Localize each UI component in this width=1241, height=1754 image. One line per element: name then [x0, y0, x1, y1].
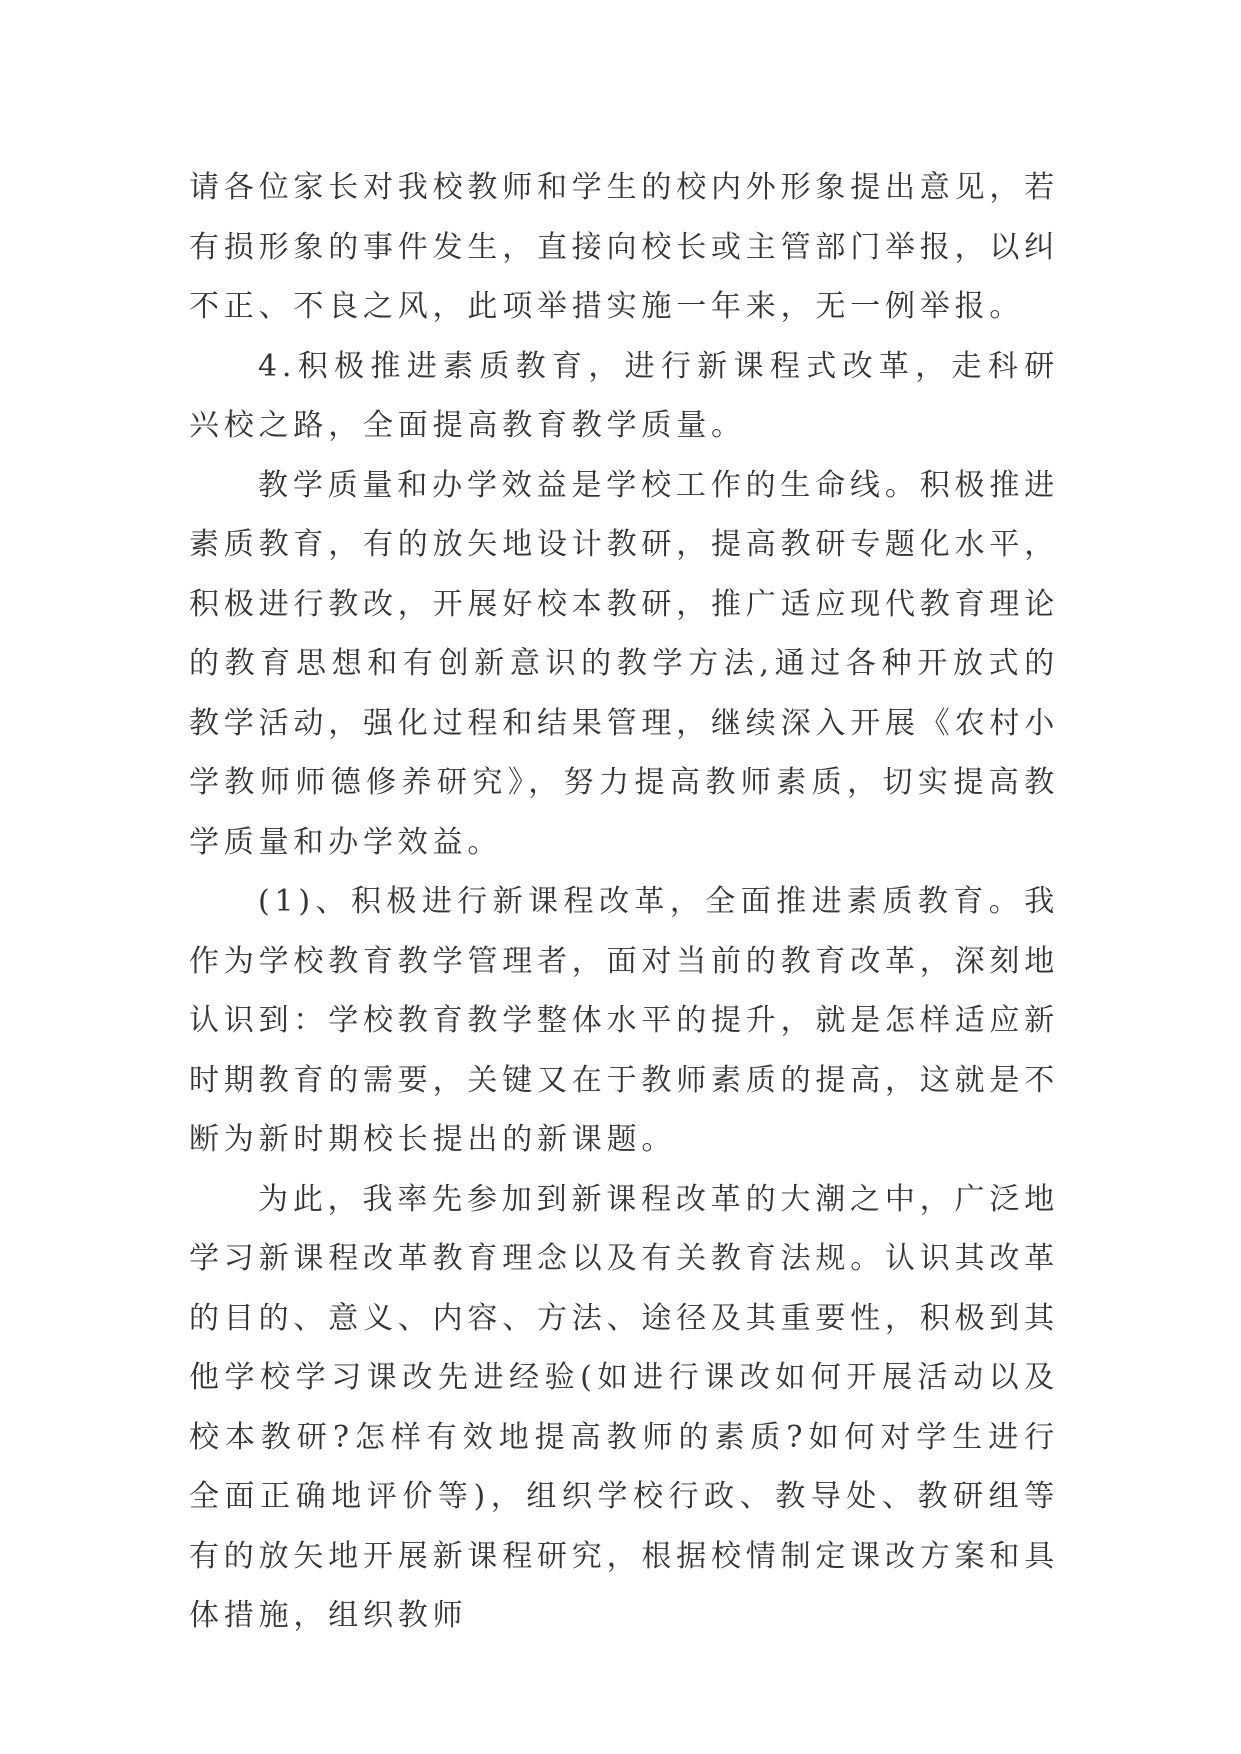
paragraph-continuation: 请各位家长对我校教师和学生的校内外形象提出意见，若有损形象的事件发生，直接向校长或主管部门举报，以纠不正、不良之风，此项举措实施一年来，无一例举报。: [189, 170, 1059, 324]
paragraph-reform-participation: 为此，我率先参加到新课程改革的大潮之中，广泛地学习新课程改革教育理念以及有关教育法规。认识其改革的目的、意义、内容、方法、途径及其重要性，积极到其他学校学习课改先进经验(如进行课改如何开展活动以及校本教研?怎样有效地提高教师的素质?如何对学生进行全面正确地评价等)，组织学校行政、教导处、教研组等有的放矢地开展新课程研究，根据校情制定课改方案和具体措施，组织教师: [189, 1181, 1059, 1633]
paragraph-teaching-quality: 教学质量和办学效益是学校工作的生命线。积极推进素质教育，有的放矢地设计教研，提高教研专题化水平，积极进行教改，开展好校本教研，推广适应现代教育理论的教育思想和有创新意识的教学方法,通过各种开放式的教学活动，强化过程和结果管理，继续深入开展《农村小学教师师德修养研究》，努力提高教师素质，切实提高教学质量和办学效益。: [189, 467, 1059, 860]
document-body: [189, 158, 1059, 1646]
paragraph-section-4-heading: 4.积极推进素质教育，进行新课程式改革，走科研兴校之路，全面提高教育教学质量。: [189, 348, 1059, 443]
paragraph-curriculum-reform: (1)、积极进行新课程改革，全面推进素质教育。我作为学校教育教学管理者，面对当前的教育改革，深刻地认识到：学校教育教学整体水平的提升，就是怎样适应新时期教育的需要，关键又在于教师素质的提高，这就是不断为新时期校长提出的新课题。: [189, 884, 1059, 1157]
